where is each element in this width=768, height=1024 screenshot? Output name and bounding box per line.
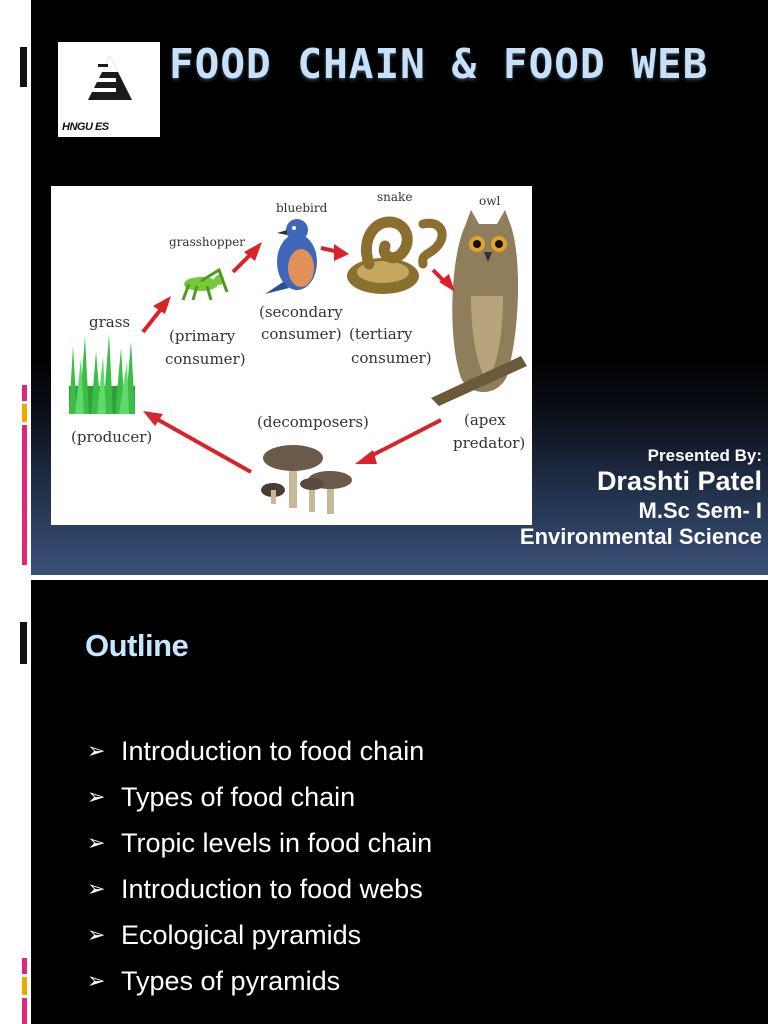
tertiary-consumer-label-1: (tertiary [349,325,413,343]
presenter-name: Drashti Patel [596,466,762,497]
presenter-department: Environmental Science [519,523,762,549]
apex-predator-label-1: (apex [464,411,506,429]
gutter-accent [22,958,27,974]
secondary-consumer-label-2: consumer) [261,325,342,343]
arrow-icon [367,420,441,458]
gutter-accent [22,425,27,565]
grasshopper-icon [183,270,227,300]
arrow-bullet-icon: ➢ [87,876,106,902]
snake-icon [347,222,442,294]
gutter-accent [22,998,27,1024]
producer-label: (producer) [71,428,153,446]
outline-list [87,728,432,1004]
list-item [87,774,432,820]
list-item-text: Introduction to food chain [121,735,425,766]
snake-label: snake [377,190,413,204]
arrow-bullet-icon: ➢ [87,830,106,856]
list-item-text: Introduction to food webs [121,873,423,904]
arrowhead-icon [153,296,171,314]
list-item-text: Ecological pyramids [121,919,362,950]
arrowhead-icon [334,244,349,261]
title-slide [31,0,768,575]
arrow-bullet-icon: ➢ [87,784,106,810]
gutter-accent [22,404,27,422]
tertiary-consumer-label-2: consumer) [351,349,432,367]
outline-slide [31,580,768,1024]
list-item [87,866,432,912]
arrow-icon [155,418,251,472]
outline-heading: Outline [85,628,189,663]
primary-consumer-label-2: consumer) [165,350,246,368]
grasshopper-label: grasshopper [169,235,246,249]
primary-consumer-label-1: (primary [169,327,236,345]
gutter-bar [20,47,27,87]
list-item-text: Tropic levels in food chain [121,827,433,858]
secondary-consumer-label-1: (secondary [259,303,343,321]
arrow-bullet-icon: ➢ [87,922,106,948]
food-chain-diagram [51,186,532,525]
gutter-accent [22,385,27,401]
apex-predator-label-2: predator) [453,434,526,452]
bluebird-label: bluebird [276,201,328,215]
list-item [87,728,432,774]
list-item [87,958,432,1004]
bluebird-icon [265,219,317,294]
mushroom-icon [261,445,352,514]
arrowhead-icon [355,450,377,464]
arrow-bullet-icon: ➢ [87,968,106,994]
presenter-info [520,446,762,550]
arrowhead-icon [143,411,163,426]
gutter-bar [20,622,27,664]
arrow-bullet-icon: ➢ [87,738,106,764]
list-item-text: Types of pyramids [121,965,341,996]
slide-title: FOOD CHAIN & FOOD WEB [169,40,709,88]
gutter-accent [22,977,27,995]
grass-label: grass [89,313,131,331]
decomposers-label: (decomposers) [257,413,369,431]
list-item [87,912,432,958]
presenter-label: Presented By: [647,446,762,465]
page-gutter [0,0,31,1024]
logo-text: HNGU ES [62,121,109,133]
presenter-degree: M.Sc Sem- I [638,497,762,523]
list-item [87,820,432,866]
list-item-text: Types of food chain [121,781,356,812]
pyramid-logo-icon [58,42,160,122]
owl-label: owl [479,194,501,208]
grass-icon [69,334,135,414]
hngu-logo [58,42,160,137]
